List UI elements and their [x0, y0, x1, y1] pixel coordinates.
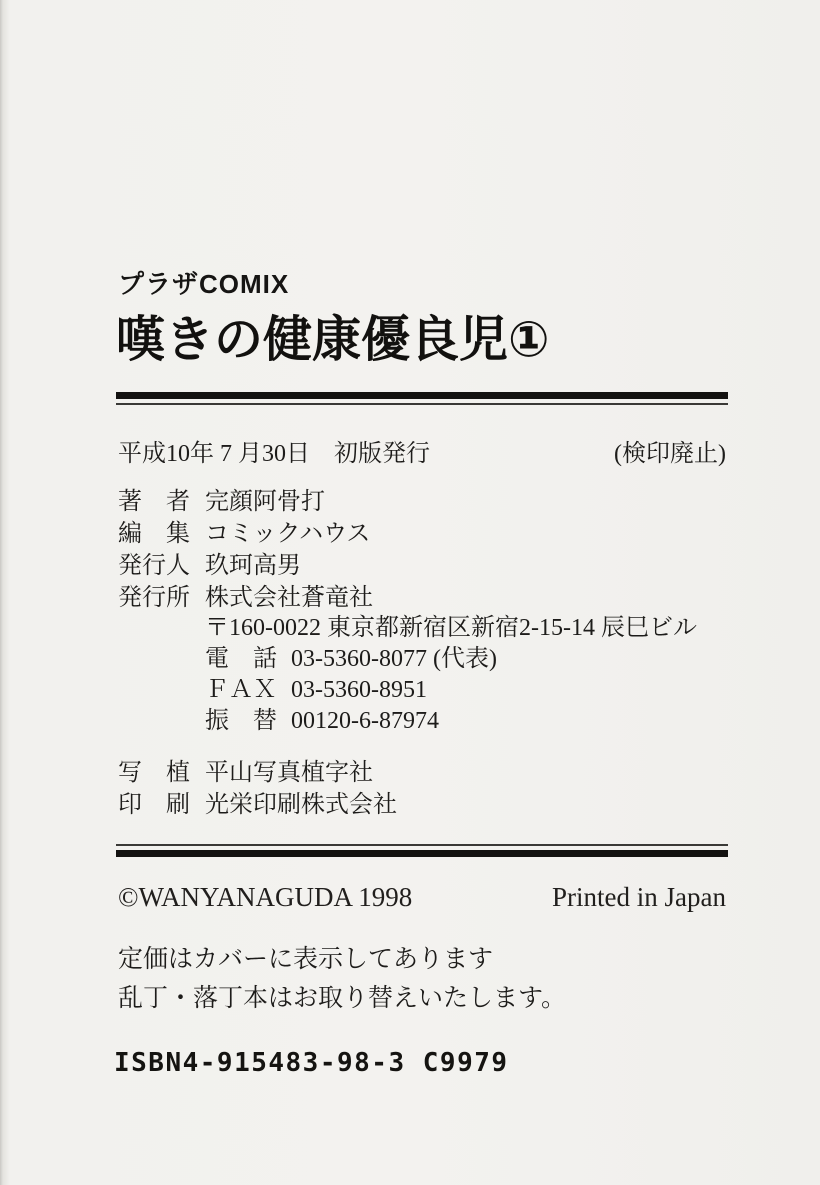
imprint-brand: プラザCOMIX: [118, 269, 290, 299]
row-value: 玖珂高男: [205, 553, 301, 579]
row-label: 発行所: [118, 585, 190, 611]
reader-notices: [118, 940, 566, 1018]
row-label: 発行人: [118, 553, 190, 579]
edition-date: 平成10年 7 月30日 初版発行: [118, 441, 430, 467]
row-label: 印 刷: [118, 792, 190, 818]
row-value: 光栄印刷株式会社: [205, 792, 397, 818]
copyright-row: [118, 882, 726, 913]
publication-row-publisher: [118, 582, 373, 614]
publication-rows: [118, 486, 373, 614]
replacement-notice: 乱丁・落丁本はお取り替えいたします。: [118, 985, 567, 1012]
row-label: 編 集: [118, 521, 190, 547]
row-label: 電 話: [205, 646, 277, 672]
publication-row-author: [118, 486, 373, 518]
production-row-printing: [118, 789, 397, 821]
publication-row-editor: [118, 518, 373, 550]
publisher-postal-transfer-row: [205, 706, 697, 737]
edition-note: (検印廃止): [614, 441, 726, 467]
copyright-notice: ©WANYANAGUDA 1998: [118, 882, 413, 912]
divider-top: [116, 392, 728, 405]
book-title: 嘆きの健康優良児①: [116, 313, 550, 367]
publisher-address-block: [205, 613, 697, 737]
divider-thin-line: [116, 403, 728, 405]
row-value: 00120-6-87974: [291, 708, 439, 734]
publisher-phone-row: [205, 644, 697, 675]
row-value: 平山写真植字社: [205, 760, 373, 786]
edition-row: [118, 433, 726, 468]
publisher-postal-address: 〒160-0022 東京都新宿区新宿2-15-14 辰巳ビル: [205, 615, 697, 641]
row-value: 株式会社蒼竜社: [205, 585, 373, 611]
publication-row-issuer: [118, 550, 373, 582]
divider-thick-line: [116, 850, 728, 857]
printed-in-japan: Printed in Japan: [552, 882, 726, 912]
row-label: ＦＡＸ: [205, 677, 277, 703]
row-value: 03-5360-8077 (代表): [291, 646, 497, 672]
row-label: 写 植: [118, 760, 190, 786]
production-row-typesetting: [118, 757, 397, 789]
row-label: 振 替: [205, 708, 277, 734]
divider-bottom: [116, 844, 728, 857]
row-value: 03-5360-8951: [291, 677, 427, 703]
price-notice: 定価はカバーに表示してあります: [118, 946, 494, 973]
divider-thick-line: [116, 392, 728, 399]
divider-thin-line: [116, 844, 728, 846]
row-value: コミックハウス: [205, 521, 371, 547]
row-label: 著 者: [118, 489, 190, 515]
isbn-code: ISBN4-915483-98-3 C9979: [114, 1048, 509, 1078]
publisher-fax-row: [205, 675, 697, 706]
production-rows: [118, 757, 397, 821]
row-value: 完顔阿骨打: [205, 489, 325, 515]
